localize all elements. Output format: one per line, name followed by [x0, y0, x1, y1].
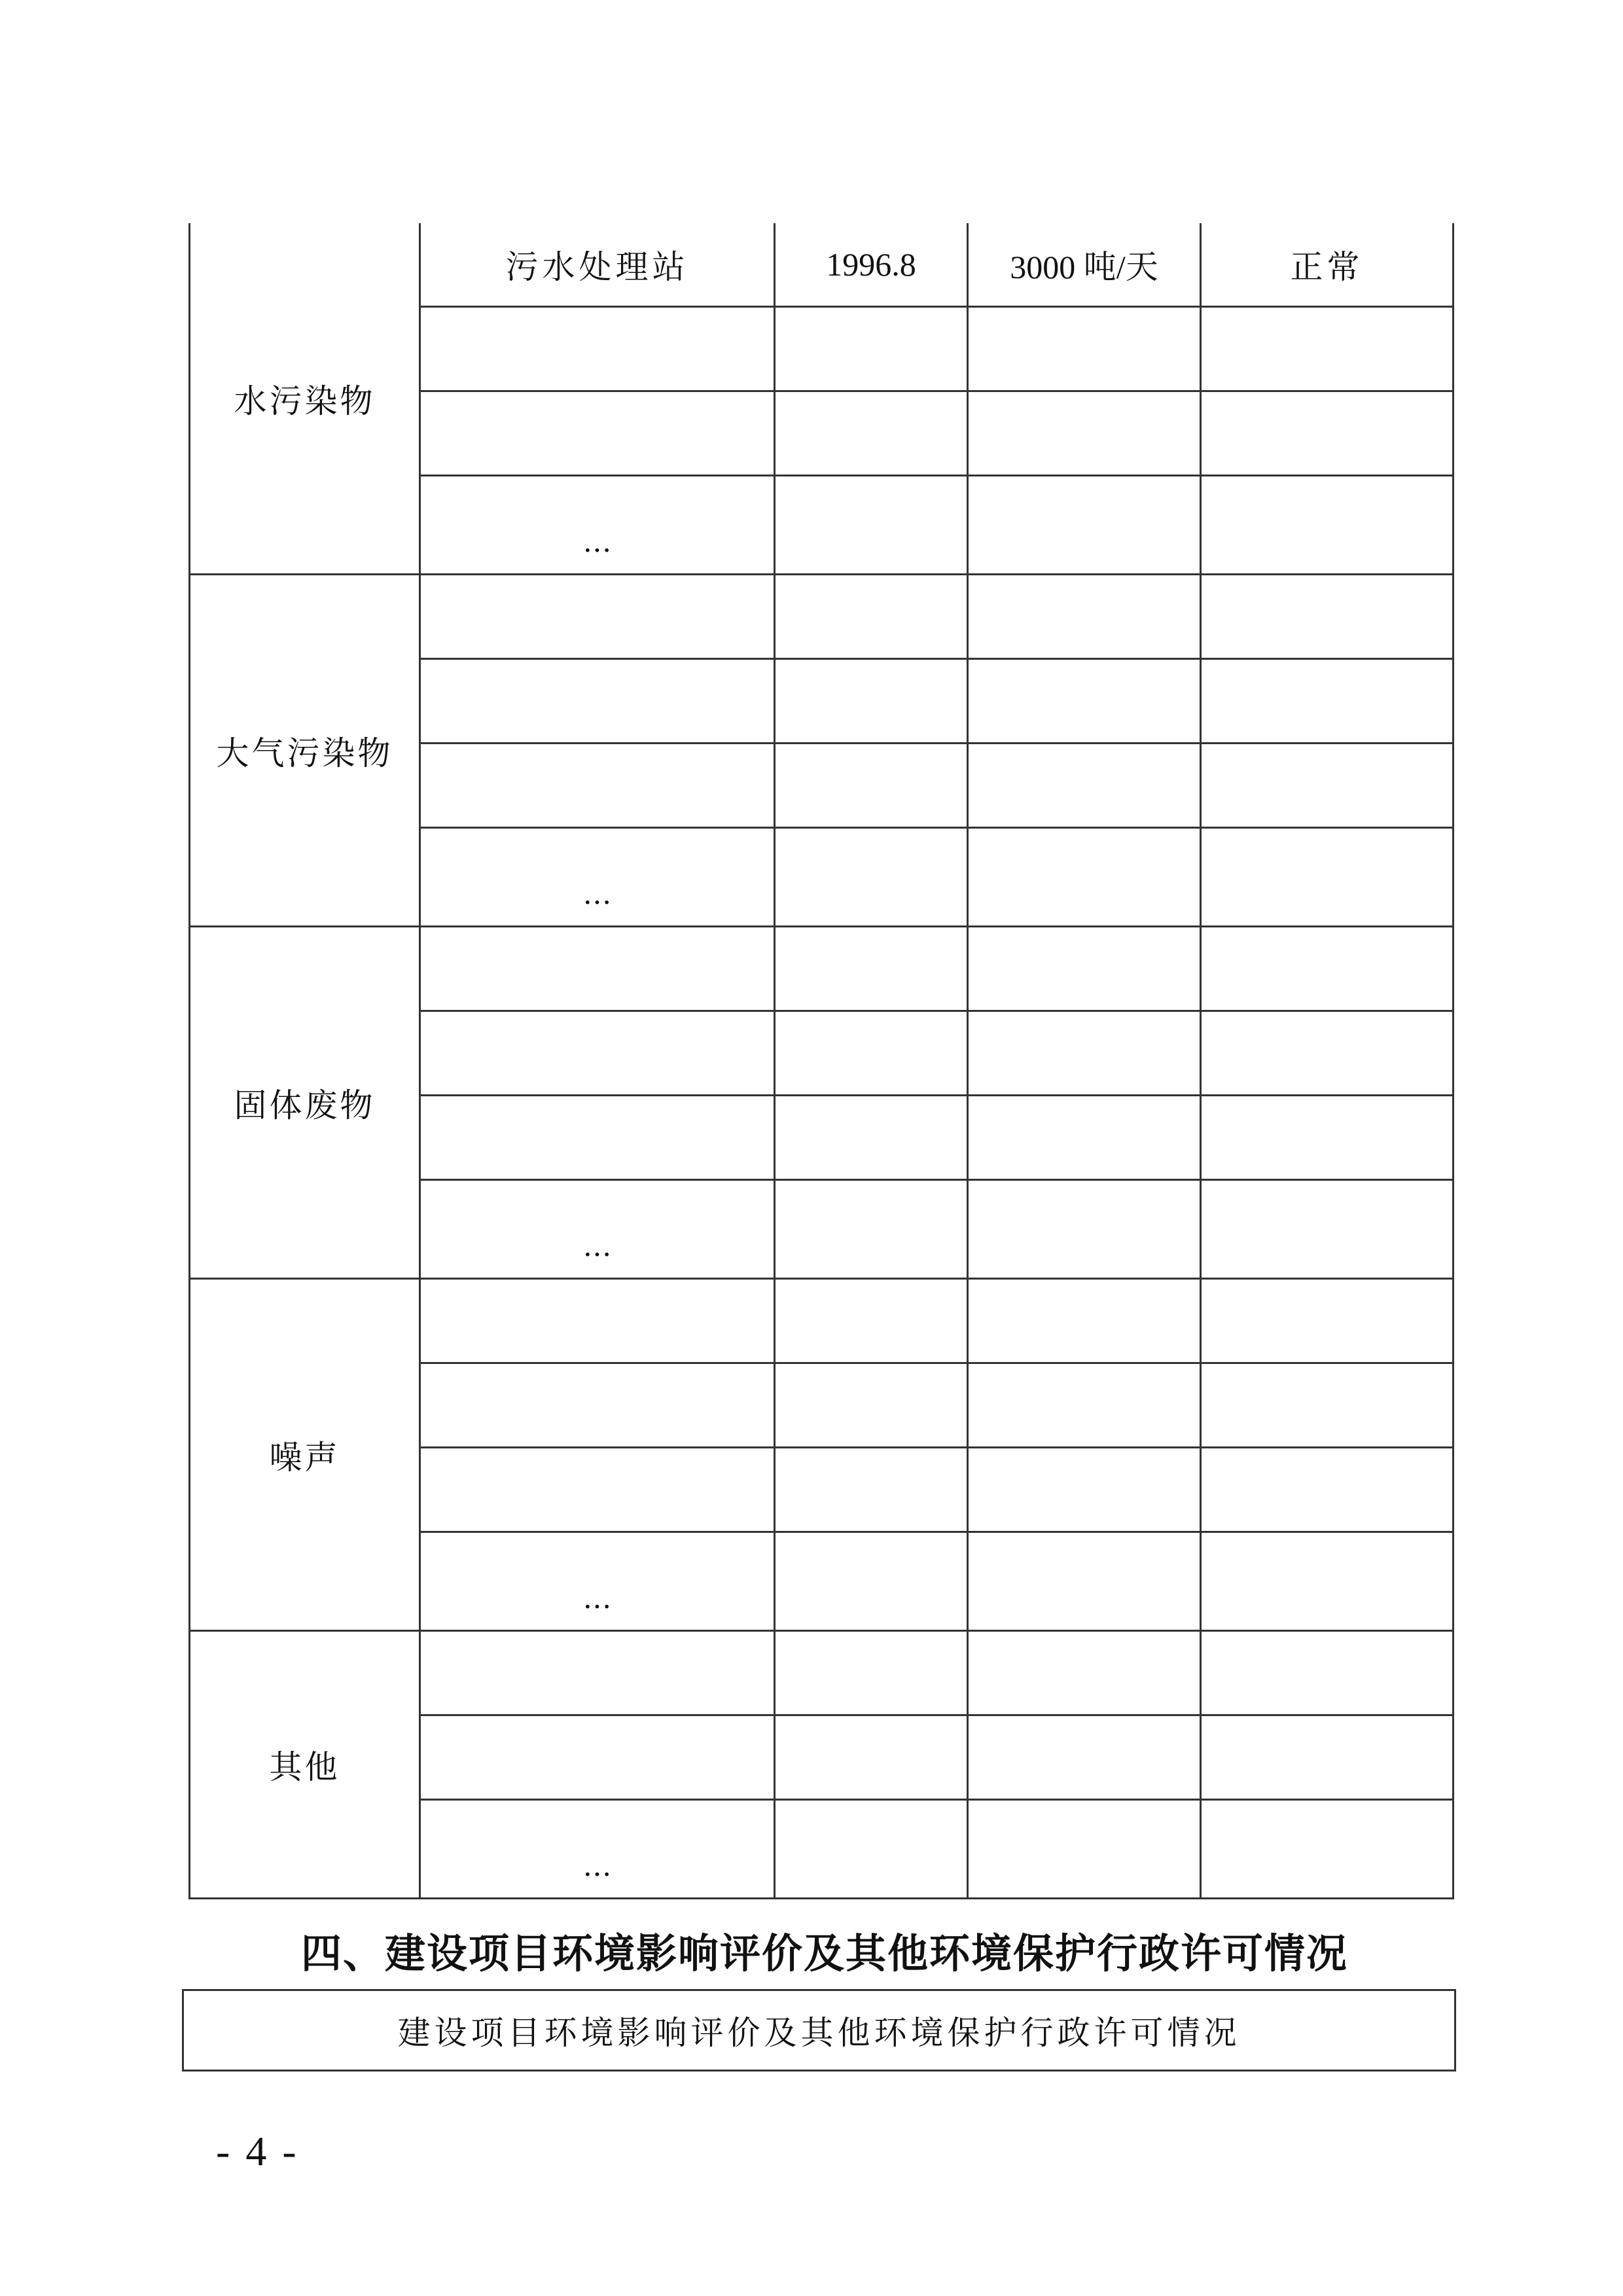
empty-cell: [968, 659, 1201, 744]
empty-cell: [968, 1800, 1201, 1899]
permit-info-box: [182, 1989, 1456, 2072]
empty-cell: [1201, 1800, 1454, 1899]
empty-cell: [420, 1363, 775, 1448]
ellipsis-cell: …: [420, 1180, 775, 1279]
empty-cell: [1201, 391, 1454, 476]
empty-cell: [775, 1800, 968, 1899]
empty-cell: [1201, 1011, 1454, 1096]
empty-cell: [775, 1096, 968, 1180]
empty-cell: [775, 575, 968, 659]
empty-cell: [1201, 744, 1454, 828]
empty-cell: [1201, 659, 1454, 744]
empty-cell: [420, 1011, 775, 1096]
empty-cell: [968, 828, 1201, 927]
category-air: 大气污染物: [190, 575, 420, 927]
empty-cell: [1201, 1363, 1454, 1448]
permit-info-text: 建设项目环境影响评价及其他环境保护行政许可情况: [397, 2014, 1241, 2052]
table-row: [190, 223, 1454, 307]
empty-cell: [420, 1279, 775, 1363]
empty-cell: [968, 1180, 1201, 1279]
empty-cell: [775, 1011, 968, 1096]
empty-cell: [968, 1715, 1201, 1800]
empty-cell: [1201, 575, 1454, 659]
empty-cell: [775, 1532, 968, 1631]
facility-table: [188, 223, 1454, 1899]
empty-cell: [420, 391, 775, 476]
empty-cell: [420, 659, 775, 744]
category-other: 其他: [190, 1631, 420, 1899]
ellipsis-cell: …: [420, 828, 775, 927]
empty-cell: [775, 1631, 968, 1715]
table-row: [190, 1279, 1454, 1363]
empty-cell: [775, 307, 968, 391]
empty-cell: [1201, 1180, 1454, 1279]
empty-cell: [1201, 1631, 1454, 1715]
empty-cell: [968, 1011, 1201, 1096]
empty-cell: [968, 927, 1201, 1011]
empty-cell: [775, 744, 968, 828]
category-solid-waste: 固体废物: [190, 927, 420, 1279]
ellipsis-cell: …: [420, 1532, 775, 1631]
empty-cell: [420, 1715, 775, 1800]
empty-cell: [968, 1279, 1201, 1363]
empty-cell: [420, 575, 775, 659]
ellipsis-cell: …: [420, 476, 775, 575]
empty-cell: [775, 1363, 968, 1448]
status-cell: 正常: [1201, 223, 1454, 307]
empty-cell: [1201, 1279, 1454, 1363]
empty-cell: [1201, 1448, 1454, 1532]
empty-cell: [1201, 927, 1454, 1011]
empty-cell: [420, 744, 775, 828]
empty-cell: [775, 1279, 968, 1363]
empty-cell: [968, 575, 1201, 659]
empty-cell: [1201, 1715, 1454, 1800]
empty-cell: [420, 1631, 775, 1715]
empty-cell: [968, 1532, 1201, 1631]
empty-cell: [1201, 828, 1454, 927]
table-row: [190, 575, 1454, 659]
empty-cell: [420, 307, 775, 391]
capacity-cell: 3000 吨/天: [968, 223, 1201, 307]
empty-cell: [1201, 307, 1454, 391]
empty-cell: [1201, 1096, 1454, 1180]
ellipsis-cell: …: [420, 1800, 775, 1899]
category-noise: 噪声: [190, 1279, 420, 1631]
table-row: [190, 927, 1454, 1011]
empty-cell: [420, 1448, 775, 1532]
empty-cell: [775, 1448, 968, 1532]
empty-cell: [775, 391, 968, 476]
empty-cell: [968, 744, 1201, 828]
empty-cell: [775, 1180, 968, 1279]
empty-cell: [775, 828, 968, 927]
empty-cell: [968, 1096, 1201, 1180]
empty-cell: [420, 927, 775, 1011]
section-heading: 四、建设项目环境影响评价及其他环境保护行政许可情况: [300, 1929, 1348, 1977]
empty-cell: [775, 927, 968, 1011]
page-number: - 4 -: [216, 2128, 299, 2174]
date-cell: 1996.8: [775, 223, 968, 307]
empty-cell: [775, 476, 968, 575]
empty-cell: [775, 659, 968, 744]
empty-cell: [968, 307, 1201, 391]
empty-cell: [968, 1448, 1201, 1532]
empty-cell: [420, 1096, 775, 1180]
empty-cell: [968, 1363, 1201, 1448]
empty-cell: [1201, 476, 1454, 575]
category-water: 水污染物: [190, 223, 420, 575]
empty-cell: [968, 1631, 1201, 1715]
empty-cell: [968, 476, 1201, 575]
empty-cell: [775, 1715, 968, 1800]
table-row: [190, 1631, 1454, 1715]
empty-cell: [1201, 1532, 1454, 1631]
facility-name-cell: 污水处理站: [420, 223, 775, 307]
empty-cell: [968, 391, 1201, 476]
